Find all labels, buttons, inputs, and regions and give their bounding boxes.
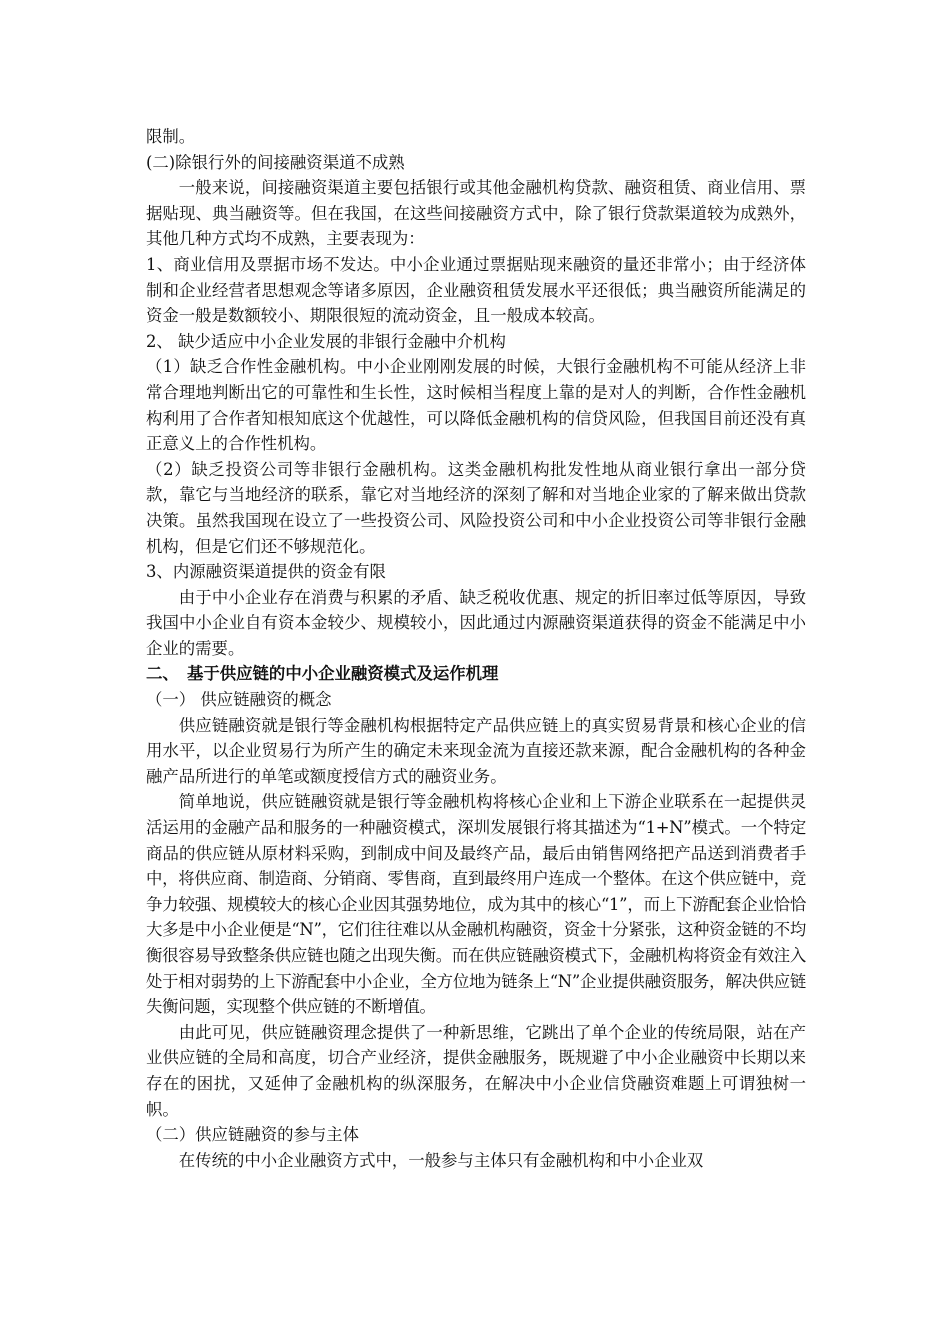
- subheading-indirect-financing: (二)除银行外的间接融资渠道不成熟: [146, 152, 405, 172]
- list-item-cooperative-institutions: （1）缺乏合作性金融机构。中小企业刚刚发展的时候，大银行金融机构不可能从经济上非常合理地判断出它的可靠性和生长性，这时候相当程度上靠的是对人的判断，合作性金融机构利用了合作者知根知底这个优越性，可以降低金融机构的信贷风险，但我国目前还没有真正意义上的合作性机构。: [146, 357, 806, 454]
- paragraph-continuation: 限制。: [146, 127, 196, 146]
- subheading-concept: （一） 供应链融资的概念: [146, 690, 332, 710]
- document-page: [146, 124, 806, 1173]
- list-item-internal-financing: 3、内源融资渠道提供的资金有限: [146, 562, 386, 582]
- list-item-commercial-credit: 1、商业信用及票据市场不发达。中小企业通过票据贴现来融资的量还非常小；由于经济体制和企业经营者思想观念等诸多原因，企业融资租赁发展水平还很低；典当融资所能满足的资金一般是数额较小、期限很短的流动资金，且一般成本较高。: [146, 254, 806, 326]
- section-heading-supply-chain: 二、 基于供应链的中小企业融资模式及运作机理: [146, 664, 499, 684]
- list-item-non-bank-intermediaries: 2、 缺少适应中小企业发展的非银行金融中介机构: [146, 331, 506, 351]
- paragraph-new-thinking: 由此可见，供应链融资理念提供了一种新思维，它跳出了单个企业的传统局限，站在产业供应链的全局和高度，切合产业经济，提供金融服务，既规避了中小企业融资中长期以来存在的困扰，又延伸了金融机构的纵深服务，在解决中小企业信贷融资难题上可谓独树一帜。: [146, 1022, 806, 1119]
- subheading-participants: （二）供应链融资的参与主体: [146, 1125, 360, 1145]
- paragraph-internal-financing: 由于中小企业存在消费与积累的矛盾、缺乏税收优惠、规定的折旧率过低等原因，导致我国中小企业自有资本金较少、规模较小，因此通过内源融资渠道获得的资金不能满足中小企业的需要。: [146, 587, 806, 658]
- paragraph-traditional-participants: 在传统的中小企业融资方式中，一般参与主体只有金融机构和中小企业双: [178, 1150, 704, 1170]
- paragraph-1-plus-n-model: 简单地说，供应链融资就是银行等金融机构将核心企业和上下游企业联系在一起提供灵活运用的金融产品和服务的一种融资模式，深圳发展银行将其描述为“1+N”模式。一个特定商品的供应链从原材料采购，到制成中间及最终产品，最后由销售网络把产品送到消费者手中，将供应商、制造商、分销商、零售商，直到最终用户连成一个整体。在这个供应链中，竞争力较强、规模较大的核心企业因其强势地位，成为其中的核心“1”，而上下游配套企业恰恰大多是中小企业便是“N”，它们往往难以从金融机构融资，资金十分紧张，这种资金链的不均衡很容易导致整条供应链也随之出现失衡。而在供应链融资模式下，金融机构将资金有效注入处于相对弱势的上下游配套中小企业，全方位地为链条上“N”企业提供融资服务，解决供应链失衡问题，实现整个供应链的不断增值。: [146, 792, 806, 1017]
- paragraph-definition: 供应链融资就是银行等金融机构根据特定产品供应链上的真实贸易背景和核心企业的信用水平，以企业贸易行为所产生的确定未来现金流为直接还款来源，配合金融机构的各种金融产品所进行的单笔或额度授信方式的融资业务。: [146, 715, 806, 786]
- paragraph-indirect-channels: 一般来说，间接融资渠道主要包括银行或其他金融机构贷款、融资租赁、商业信用、票据贴现、典当融资等。但在我国，在这些间接融资方式中，除了银行贷款渠道较为成熟外，其他几种方式均不成熟，主要表现为：: [146, 178, 806, 249]
- list-item-investment-companies: （2）缺乏投资公司等非银行金融机构。这类金融机构批发性地从商业银行拿出一部分贷款，靠它与当地经济的联系，靠它对当地经济的深刻了解和对当地企业家的了解来做出贷款决策。虽然我国现在设立了一些投资公司、风险投资公司和中小企业投资公司等非银行金融机构，但是它们还不够规范化。: [146, 459, 806, 556]
